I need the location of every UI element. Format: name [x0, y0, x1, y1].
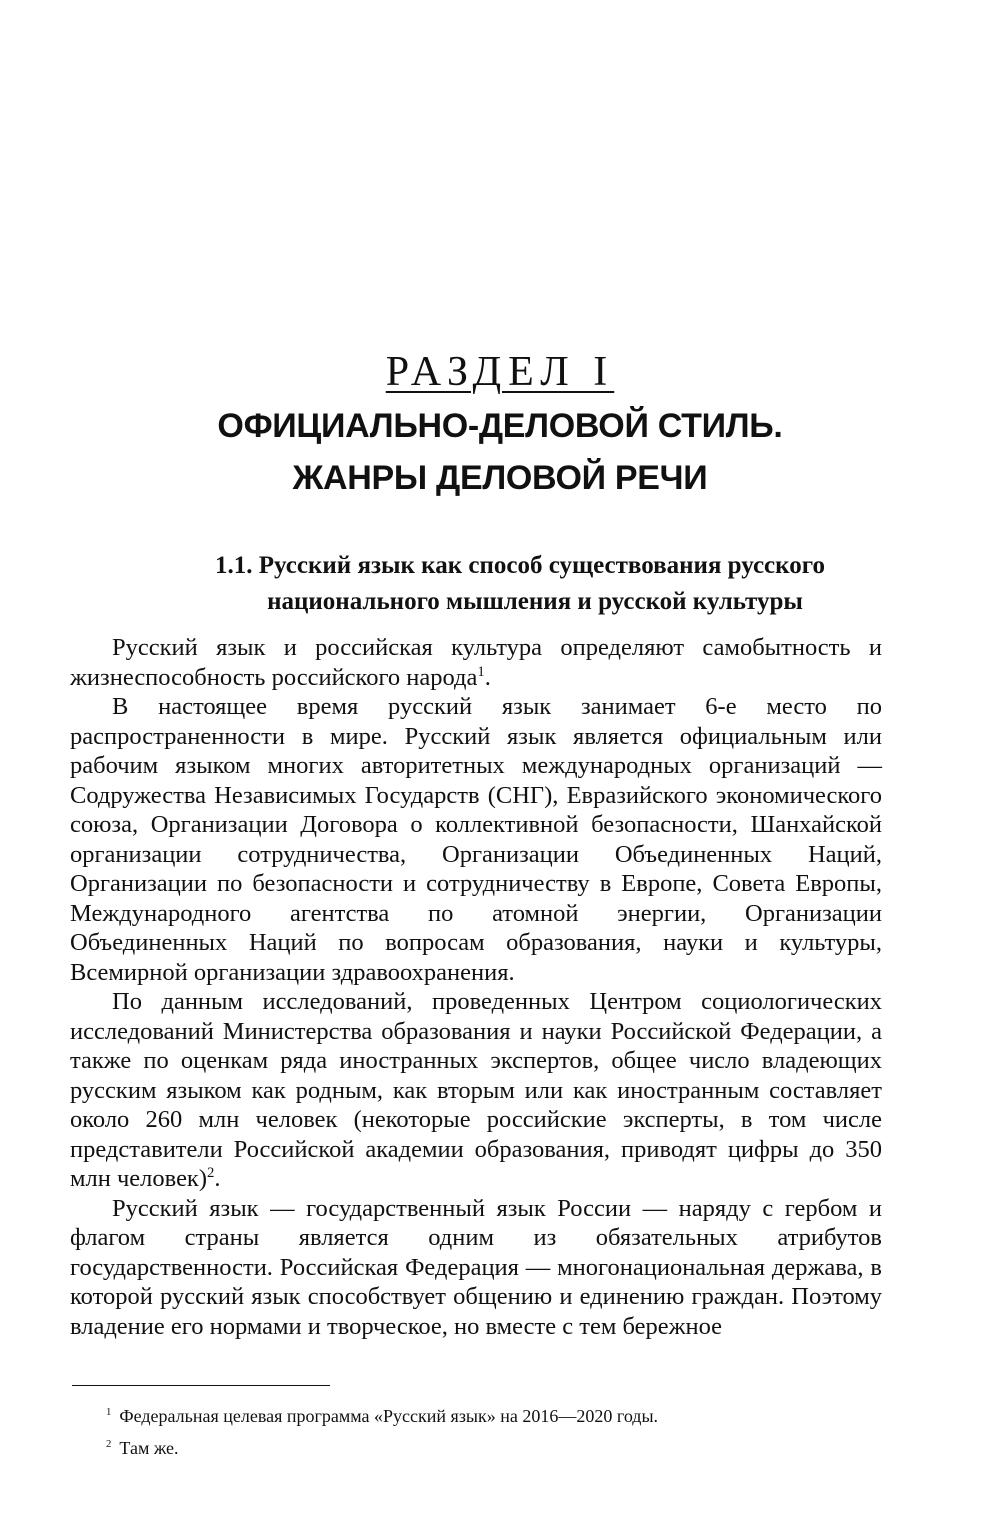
- subsection-title: [0, 548, 1000, 620]
- footnote: [106, 1432, 886, 1464]
- paragraph-text: Русский язык — государственный язык России — наряду с гербом и флагом страны является одним из обязательных атрибутов государственности. Российская Федерация — многонациональная держава, в которой русский язык способствует общению и единению граждан. Поэтому владение его нормами и творческое, но вместе с тем бережное: [70, 1194, 882, 1340]
- paragraph: [70, 692, 882, 987]
- footnote: [106, 1400, 886, 1432]
- subsection-title-line: 1.1. Русский язык как способ существования русского: [215, 552, 825, 579]
- paragraph-punct: .: [484, 663, 491, 691]
- paragraph-text: Русский язык и российская культура определяют самобытность и жизнеспособность российского народа: [70, 634, 882, 691]
- footnote-divider: [72, 1385, 330, 1386]
- section-label-text: РАЗДЕЛ I: [385, 349, 615, 395]
- section-title: [0, 400, 1000, 504]
- section-title-line: ЖАНРЫ ДЕЛОВОЙ РЕЧИ: [292, 459, 708, 497]
- paragraph-text: В настоящее время русский язык занимает 6-е место по распространенности в мире. Русский язык является официальным или рабочим языком многих авторитетных международных организаций — Содружества Независимых Государств (СНГ), Евразийского экономического союза, Организации Договора о коллективной безопасности, Шанхайской организации сотрудничества, Организации Объединенных Наций, Организации по безопасности и сотрудничеству в Европе, Совета Европы, Международного агентства по атомной энергии, Организации Объединенных Наций по вопросам образования, науки и культуры, Всемирной организации здравоохранения.: [70, 693, 882, 986]
- section-label: [0, 348, 1000, 396]
- section-title-line: ОФИЦИАЛЬНО-ДЕЛОВОЙ СТИЛЬ.: [217, 407, 783, 445]
- body-text: [70, 633, 882, 1341]
- footnote-text: Там же.: [119, 1438, 179, 1458]
- paragraph: [70, 987, 882, 1194]
- footnotes: [106, 1400, 886, 1464]
- footnote-text: Федеральная целевая программа «Русский язык» на 2016—2020 годы.: [119, 1406, 659, 1426]
- footnote-mark: 2: [106, 1438, 112, 1450]
- paragraph: [70, 1194, 882, 1342]
- footnote-mark: 1: [106, 1406, 112, 1418]
- paragraph: [70, 633, 882, 692]
- subsection-title-line: национального мышления и русской культуры: [267, 588, 803, 615]
- paragraph-text: По данным исследований, проведенных Центром социологических исследований Министерства образования и науки Российской Федерации, а также по оценкам ряда иностранных экспертов, общее число владеющих русским языком как родным, как вторым или как иностранным составляет около 260 млн человек (некоторые российские эксперты, в том числе представители Российской академии образования, приводят цифры до 350 млн человек): [70, 988, 882, 1192]
- paragraph-punct: .: [214, 1165, 221, 1192]
- footnote-ref[interactable]: 1: [477, 663, 485, 680]
- footnote-ref[interactable]: 2: [207, 1164, 215, 1181]
